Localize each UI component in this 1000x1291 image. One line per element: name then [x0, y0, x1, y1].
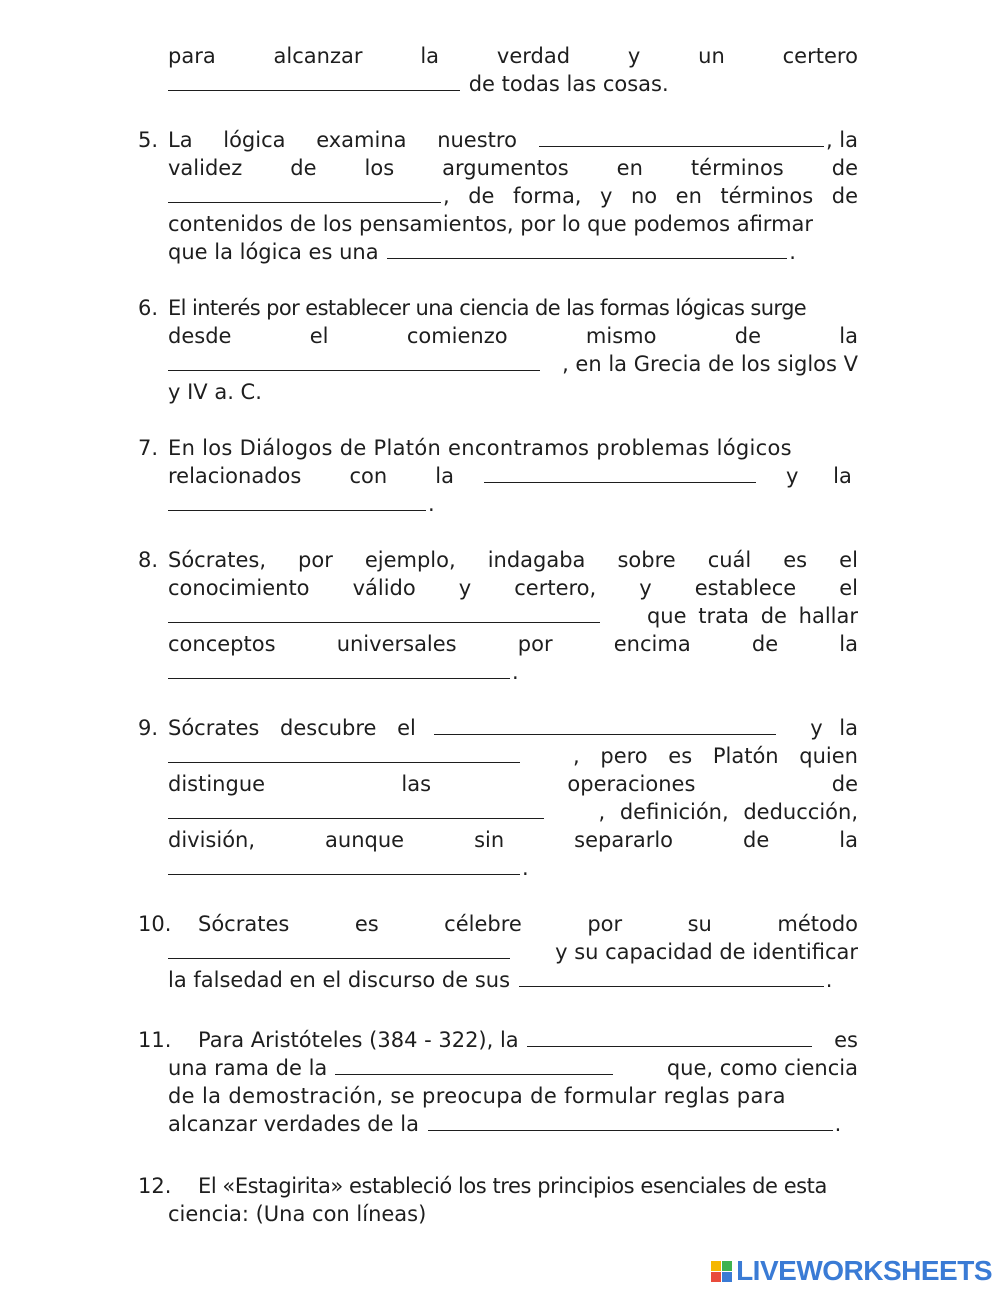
word: separarlo: [574, 828, 674, 852]
word: mismo: [585, 324, 657, 348]
text: alcanzar verdades de la: [168, 1112, 419, 1136]
words: [168, 126, 517, 154]
answer-blank[interactable]: [527, 1026, 812, 1047]
text: la falsedad en el discurso de sus: [168, 968, 511, 992]
word: división,: [168, 828, 256, 852]
word: certero: [782, 44, 858, 68]
word: en: [616, 156, 643, 180]
word: es: [783, 548, 808, 572]
text: Sócrates descubre el: [168, 716, 416, 740]
q8-line-1: [168, 546, 858, 574]
q8-line-3: [168, 602, 858, 630]
text: .: [428, 492, 435, 516]
text: que, como ciencia: [666, 1056, 858, 1080]
word: su: [687, 912, 712, 936]
word: y: [639, 576, 652, 600]
question-number: 9.: [138, 716, 159, 740]
q7-line-2: [168, 462, 858, 490]
answer-blank[interactable]: [168, 182, 441, 203]
q9-line-4: [168, 798, 858, 826]
question-number: 12.: [138, 1174, 172, 1198]
word: los: [364, 156, 395, 180]
word: relacionados: [168, 464, 302, 488]
word: desde: [168, 324, 232, 348]
q7-line-3: [168, 490, 858, 518]
q6-line-3: [168, 350, 858, 378]
word: el: [839, 576, 858, 600]
text: .: [512, 660, 519, 684]
q12-line-1: El «Estagirita» estableció los tres principios esenciales de esta: [198, 1174, 827, 1198]
q11-line-3: de la demostración, se preocupa de formular reglas para: [168, 1084, 786, 1108]
answer-blank[interactable]: [168, 938, 510, 959]
logo-icon: [711, 1261, 732, 1282]
text: , definición, deducción,: [598, 800, 858, 824]
answer-blank[interactable]: [335, 1054, 613, 1075]
word: universales: [336, 632, 457, 656]
q11-line-4: [168, 1110, 858, 1138]
word: términos: [690, 156, 784, 180]
answer-blank[interactable]: [539, 126, 824, 147]
question-number: 11.: [138, 1028, 172, 1052]
q9-line-6: [168, 854, 858, 882]
word: de: [743, 828, 770, 852]
text: , la: [825, 128, 858, 152]
answer-blank[interactable]: [484, 462, 756, 483]
answer-blank[interactable]: [168, 742, 520, 763]
q11-line-1: [198, 1026, 858, 1054]
q9-line-5: [168, 826, 858, 854]
text: y la: [810, 716, 858, 740]
word: operaciones: [567, 772, 696, 796]
text: .: [825, 968, 833, 992]
q5-line-1: [168, 126, 858, 154]
q5-line-5: [168, 238, 858, 266]
question-number: 10.: [138, 912, 172, 936]
answer-blank[interactable]: [168, 798, 544, 819]
word: la: [435, 464, 454, 488]
words: [758, 462, 858, 490]
word: de: [290, 156, 317, 180]
question-number: 5.: [138, 128, 159, 152]
words: [168, 462, 454, 490]
logo-text: LIVEWORKSHEETS: [736, 1255, 992, 1286]
word: cuál: [707, 548, 752, 572]
text: de todas las cosas.: [468, 72, 669, 96]
word: y: [627, 44, 641, 68]
q9-line-3: [168, 770, 858, 798]
answer-blank[interactable]: [428, 1110, 833, 1131]
word: el: [309, 324, 329, 348]
word: y: [458, 576, 472, 600]
top-line-2: [168, 70, 858, 98]
answer-blank[interactable]: [519, 966, 824, 987]
word: certero,: [514, 576, 597, 600]
word: la: [839, 632, 858, 656]
q9-line-2: [168, 742, 858, 770]
text: Para Aristóteles (384 - 322), la: [198, 1028, 519, 1052]
word: conceptos: [168, 632, 276, 656]
text: y su capacidad de identificar: [555, 940, 858, 964]
word: para: [168, 44, 216, 68]
word: argumentos: [442, 156, 569, 180]
word: por: [517, 632, 553, 656]
word: es: [354, 912, 379, 936]
question-number: 7.: [138, 436, 159, 460]
question-number: 6.: [138, 296, 159, 320]
word: establece: [694, 576, 797, 600]
text: , en la Grecia de los siglos V: [562, 352, 858, 376]
word: sobre: [617, 548, 676, 572]
word: ejemplo,: [364, 548, 456, 572]
word: conocimiento: [168, 576, 310, 600]
word: con: [349, 464, 388, 488]
word: comienzo: [406, 324, 508, 348]
word: válido: [352, 576, 416, 600]
word: las: [401, 772, 432, 796]
word: Sócrates: [198, 912, 290, 936]
word: la: [839, 324, 858, 348]
word: método: [777, 912, 858, 936]
q6-line-4: y IV a. C.: [168, 380, 262, 404]
answer-blank[interactable]: [168, 70, 460, 91]
word: lógica: [223, 128, 286, 152]
word: por: [298, 548, 333, 572]
word: la: [420, 44, 440, 68]
text: que la lógica es una: [168, 240, 379, 264]
word: validez: [168, 156, 243, 180]
word: por: [587, 912, 623, 936]
word: el: [839, 548, 858, 572]
text: es: [834, 1028, 858, 1052]
word: aunque: [325, 828, 405, 852]
word: distingue: [168, 772, 266, 796]
word: verdad: [496, 44, 571, 68]
word: examina: [316, 128, 407, 152]
q9-line-1: [168, 714, 858, 742]
question-number: 8.: [138, 548, 159, 572]
word: nuestro: [437, 128, 517, 152]
text: y la: [786, 464, 852, 488]
word: de: [831, 772, 858, 796]
word: sin: [474, 828, 505, 852]
text: que trata de hallar: [646, 604, 858, 628]
answer-blank[interactable]: [168, 350, 540, 371]
text: .: [789, 240, 796, 264]
q10-line-1: [198, 910, 858, 938]
answer-blank[interactable]: [168, 490, 426, 511]
text: .: [834, 1112, 842, 1136]
q8-line-4: [168, 630, 858, 658]
q11-line-2: [168, 1054, 858, 1082]
word: encima: [613, 632, 691, 656]
q6-line-2: [168, 322, 858, 350]
word: La: [168, 128, 193, 152]
q10-line-2: [168, 938, 858, 966]
q12-line-2: ciencia: (Una con líneas): [168, 1202, 427, 1226]
word: de: [734, 324, 761, 348]
top-line-1: [168, 42, 858, 70]
answer-blank[interactable]: [168, 602, 600, 623]
q5-line-3: [168, 182, 858, 210]
liveworksheets-logo: [711, 1255, 992, 1287]
text: , pero es Platón quien: [573, 744, 858, 768]
text: una rama de la: [168, 1056, 328, 1080]
q5-line-2: [168, 154, 858, 182]
q6-line-1: El interés por establecer una ciencia de las formas lógicas surge: [168, 296, 807, 320]
q8-line-5: [168, 658, 858, 686]
word: la: [839, 828, 858, 852]
q5-line-4: contenidos de los pensamientos, por lo que podemos afirmar: [168, 212, 814, 236]
answer-blank[interactable]: [387, 238, 787, 259]
word: alcanzar: [273, 44, 363, 68]
answer-blank[interactable]: [434, 714, 776, 735]
word: de: [751, 632, 779, 656]
text: , de forma, y no en términos de: [443, 184, 858, 208]
answer-blank[interactable]: [168, 854, 520, 875]
word: indagaba: [487, 548, 586, 572]
word: célebre: [444, 912, 522, 936]
word: Sócrates,: [168, 548, 266, 572]
q7-line-1: En los Diálogos de Platón encontramos problemas lógicos: [168, 436, 792, 460]
q8-line-2: [168, 574, 858, 602]
q10-line-3: [168, 966, 858, 994]
text: .: [522, 856, 529, 880]
word: de: [831, 156, 858, 180]
answer-blank[interactable]: [168, 658, 510, 679]
word: un: [698, 44, 725, 68]
